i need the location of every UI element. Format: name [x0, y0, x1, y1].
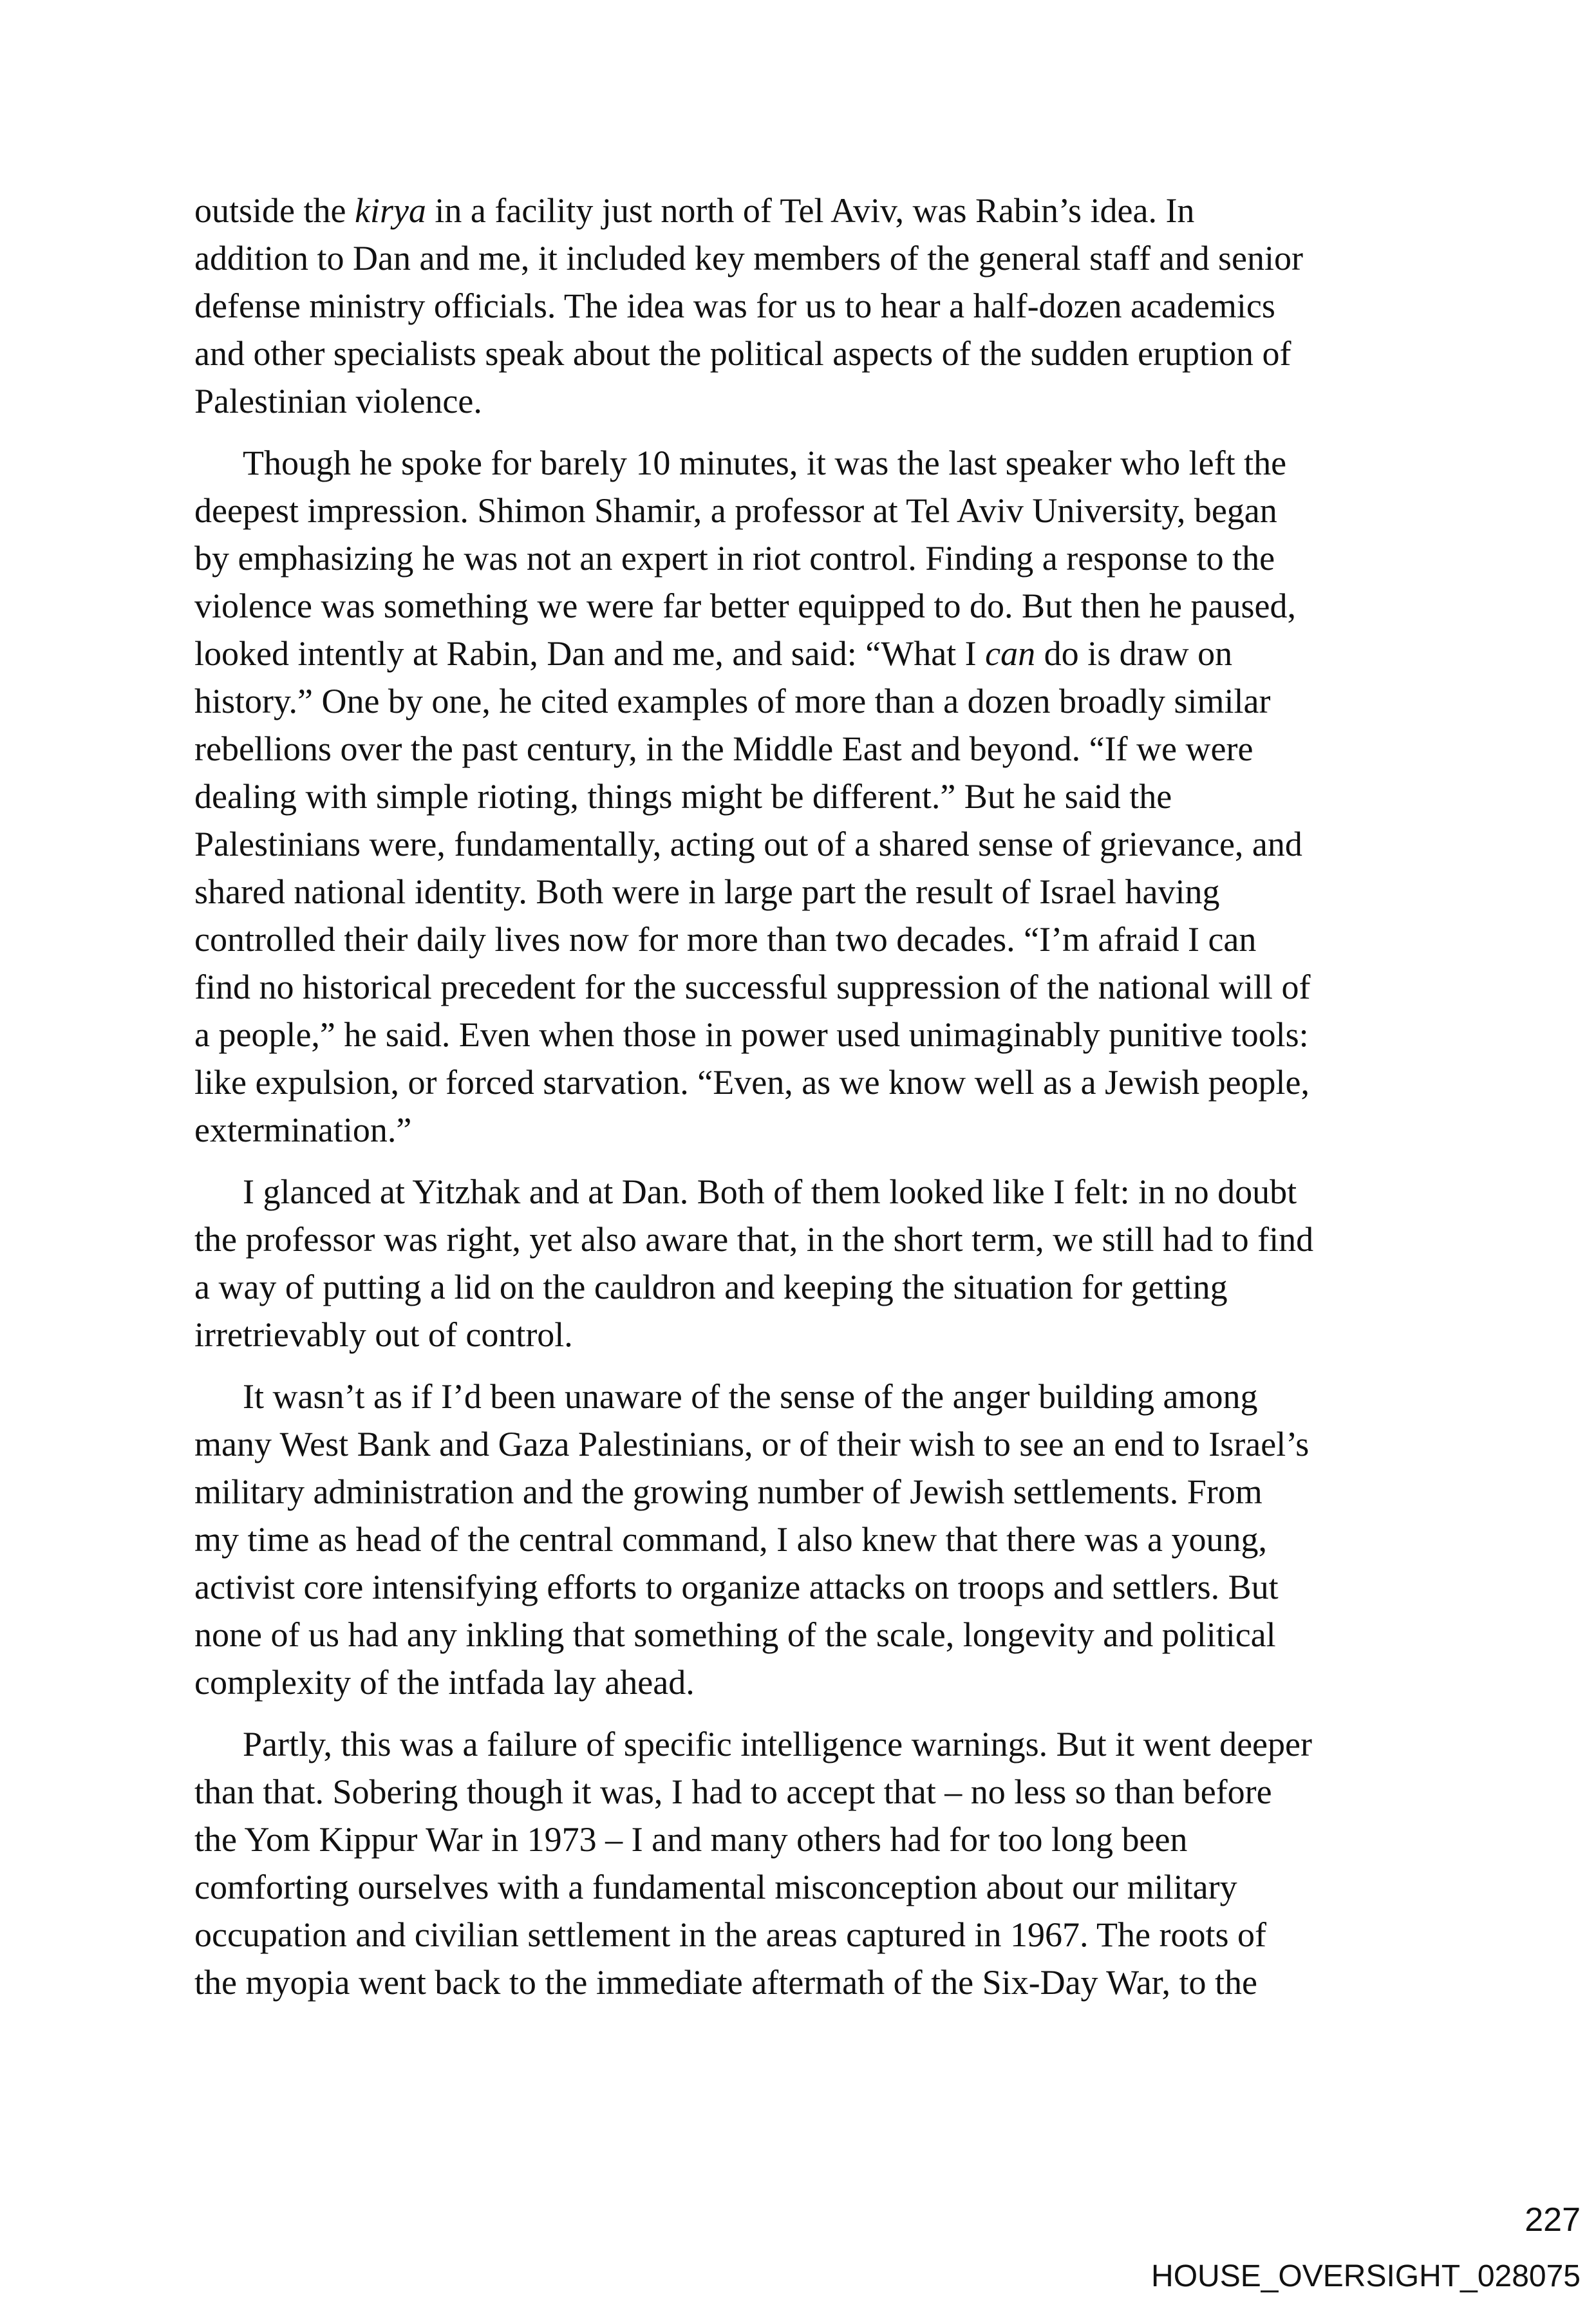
text-line: It wasn’t as if I’d been unaware of the sense of the anger building among	[243, 1377, 1258, 1416]
text-line: deepest impression. Shimon Shamir, a professor at Tel Aviv University, began	[194, 491, 1277, 530]
text-line: none of us had any inkling that something of the scale, longevity and political	[194, 1615, 1276, 1654]
paragraph	[194, 187, 1418, 425]
text-line: the myopia went back to the immediate aftermath of the Six-Day War, to the	[194, 1963, 1257, 2002]
text-line: Though he spoke for barely 10 minutes, it was the last speaker who left the	[243, 444, 1287, 482]
paragraph	[194, 1720, 1418, 2006]
text-line: the professor was right, yet also aware that, in the short term, we still had to find	[194, 1220, 1314, 1259]
text-line: Palestinians were, fundamentally, acting out of a shared sense of grievance, and	[194, 825, 1302, 863]
text-line: complexity of the intfada lay ahead.	[194, 1663, 695, 1702]
text-line: violence was something we were far better equipped to do. But then he paused,	[194, 587, 1296, 625]
text-line: controlled their daily lives now for more than two decades. “I’m afraid I can	[194, 920, 1257, 959]
text-line: Partly, this was a failure of specific intelligence warnings. But it went deeper	[243, 1725, 1312, 1763]
text-line: a people,” he said. Even when those in power used unimaginably punitive tools:	[194, 1015, 1309, 1054]
text-line: activist core intensifying efforts to organize attacks on troops and settlers. But	[194, 1568, 1279, 1606]
paragraph	[194, 1373, 1418, 1706]
paragraph	[194, 1168, 1418, 1358]
text-line: outside the kirya in a facility just north of Tel Aviv, was Rabin’s idea. In	[194, 191, 1195, 230]
text-line: occupation and civilian settlement in the areas captured in 1967. The roots of	[194, 1915, 1266, 1954]
text-line: extermination.”	[194, 1111, 412, 1149]
text-line: than that. Sobering though it was, I had to accept that – no less so than before	[194, 1772, 1272, 1811]
text-line: the Yom Kippur War in 1973 – I and many others had for too long been	[194, 1820, 1188, 1859]
text-line: looked intently at Rabin, Dan and me, and said: “What I can do is draw on	[194, 634, 1233, 673]
text-line: like expulsion, or forced starvation. “Even, as we know well as a Jewish people,	[194, 1063, 1310, 1102]
text-line: defense ministry officials. The idea was for us to hear a half-dozen academics	[194, 287, 1275, 325]
page-number: 227	[1525, 2201, 1581, 2239]
text-line: by emphasizing he was not an expert in riot control. Finding a response to the	[194, 539, 1275, 578]
italic-text: kirya	[354, 191, 426, 230]
text-line: Palestinian violence.	[194, 382, 482, 420]
bates-number: HOUSE_OVERSIGHT_028075	[1151, 2259, 1581, 2293]
text-line: history.” One by one, he cited examples of more than a dozen broadly similar	[194, 682, 1271, 720]
text-line: shared national identity. Both were in large part the result of Israel having	[194, 872, 1220, 911]
text-line: my time as head of the central command, I also knew that there was a young,	[194, 1520, 1267, 1559]
text-line: many West Bank and Gaza Palestinians, or of their wish to see an end to Israel’s	[194, 1425, 1310, 1463]
text-line: I glanced at Yitzhak and at Dan. Both of them looked like I felt: in no doubt	[243, 1172, 1297, 1211]
text-line: comforting ourselves with a fundamental misconception about our military	[194, 1868, 1237, 1906]
text-line: addition to Dan and me, it included key members of the general staff and senior	[194, 239, 1303, 277]
text-line: military administration and the growing number of Jewish settlements. From	[194, 1472, 1263, 1511]
text-line: and other specialists speak about the political aspects of the sudden eruption of	[194, 334, 1291, 373]
paragraph	[194, 439, 1418, 1154]
text-line: find no historical precedent for the successful suppression of the national will of	[194, 968, 1311, 1006]
body-text	[194, 187, 1418, 2020]
text-line: irretrievably out of control.	[194, 1315, 573, 1354]
text-line: a way of putting a lid on the cauldron and keeping the situation for getting	[194, 1268, 1228, 1306]
text-line: rebellions over the past century, in the Middle East and beyond. “If we were	[194, 729, 1253, 768]
text-line: dealing with simple rioting, things might be different.” But he said the	[194, 777, 1172, 816]
italic-text: can	[985, 634, 1036, 673]
